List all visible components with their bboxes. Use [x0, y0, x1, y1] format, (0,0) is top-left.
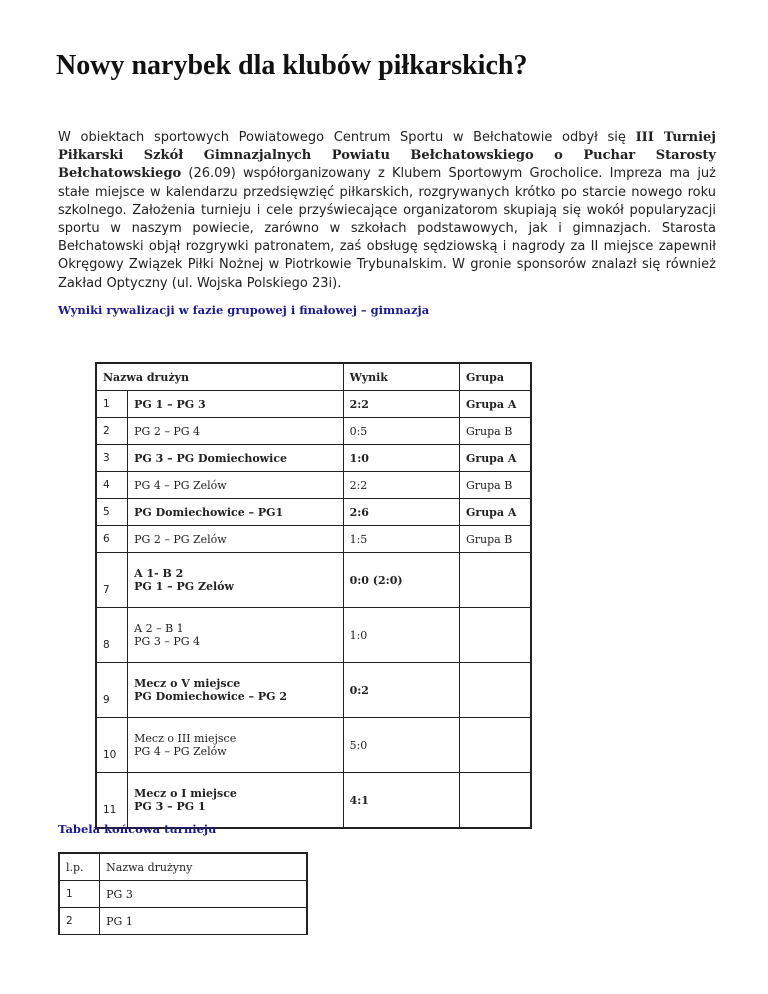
match-number: 3: [96, 445, 128, 472]
match-line-1: PG Domiechowice – PG1: [134, 505, 284, 519]
match-line-1: A 2 – B 1: [134, 622, 184, 635]
match-group: Grupa B: [460, 526, 532, 553]
match-group: Grupa A: [460, 391, 532, 418]
match-group: [460, 773, 532, 829]
match-line-1: PG 2 – PG Zelów: [134, 532, 227, 546]
match-score: 0:5: [343, 418, 459, 445]
match-line-1: PG 2 – PG 4: [134, 424, 201, 438]
table-row: [59, 908, 307, 936]
header-group: Grupa: [460, 363, 532, 391]
match-line-1: Mecz o I miejsce: [134, 787, 237, 800]
match-number: 6: [96, 526, 128, 553]
match-group: [460, 663, 532, 718]
match-score: 0:2: [343, 663, 459, 718]
match-number: 2: [96, 418, 128, 445]
results-header-row: [96, 363, 531, 391]
match-line-1: A 1- B 2: [134, 567, 184, 580]
match-group: [460, 553, 532, 608]
intro-text-part1: W obiektach sportowych Powiatowego Centrum Sportu w Bełchatowie odbył się: [58, 130, 636, 145]
intro-text-part2: (26.09) współorganizowany z Klubem Sportowym Grocholice. Impreza ma już stałe miejsce w kalendarzu przedsięwzięć piłkarskich, rozgrywanych krótko po starcie nowego roku szkolnego. Założenia turnieju i cele przyświecające organizatorom skupiają się wokół popularyzacji sportu w naszym powiecie, zarówno w szkołach podstawowych, jak i gimnazjach. Starosta Bełchatowski objął rozgrywki patronatem, zaś obsługę sędziowską i nagrody za II miejsce zapewnił Okręgowy Związek Piłki Nożnej w Piotrkowie Trybunalskim. W gronie sponsorów znalazł się również Zakład Optyczny (ul. Wojska Polskiego 23i).: [58, 166, 716, 291]
article-intro: [58, 129, 716, 293]
match-group: Grupa B: [460, 472, 532, 499]
match-group: Grupa A: [460, 499, 532, 526]
match-group: [460, 718, 532, 773]
match-teams: [128, 663, 343, 718]
table-row: [96, 553, 531, 608]
match-teams: [128, 499, 343, 526]
match-teams: [128, 718, 343, 773]
final-table-heading: Tabela końcowa turnieju: [58, 822, 217, 836]
table-row: [96, 472, 531, 499]
match-number: 8: [96, 608, 128, 663]
match-line-2: PG 1 – PG Zelów: [134, 580, 234, 593]
intro-tournament-name: III Turniej Piłkarski Szkół Gimnazjalnych Powiatu Bełchatowskiego o Puchar Starosty Bełchatowskiego: [58, 130, 716, 182]
match-score: 2:2: [343, 391, 459, 418]
header-team-name: Nazwa drużyn: [96, 363, 343, 391]
match-number: 4: [96, 472, 128, 499]
match-line-2: PG Domiechowice – PG 2: [134, 690, 288, 703]
match-number: 10: [96, 718, 128, 773]
match-score: 0:0 (2:0): [343, 553, 459, 608]
match-number: 1: [96, 391, 128, 418]
match-number: 11: [96, 773, 128, 829]
table-row: [96, 445, 531, 472]
header-lp: l.p.: [59, 853, 100, 881]
table-row: [96, 718, 531, 773]
header-team: Nazwa drużyny: [100, 853, 307, 881]
table-row: [96, 608, 531, 663]
match-teams: [128, 472, 343, 499]
match-group: Grupa B: [460, 418, 532, 445]
match-score: 1:0: [343, 445, 459, 472]
match-score: 1:0: [343, 608, 459, 663]
match-teams: [128, 418, 343, 445]
table-row: [96, 526, 531, 553]
table-row: [96, 418, 531, 445]
match-score: 2:2: [343, 472, 459, 499]
match-line-1: Mecz o III miejsce: [134, 732, 237, 745]
match-line-2: PG 3 – PG 4: [134, 635, 201, 648]
match-score: 5:0: [343, 718, 459, 773]
match-teams: [128, 391, 343, 418]
match-teams: [128, 526, 343, 553]
match-group: [460, 608, 532, 663]
match-score: 2:6: [343, 499, 459, 526]
match-line-2: PG 4 – PG Zelów: [134, 745, 227, 758]
standing-position: 1: [59, 881, 100, 908]
page-crop-edge: [0, 935, 768, 994]
match-line-1: PG 4 – PG Zelów: [134, 478, 227, 492]
match-line-1: Mecz o V miejsce: [134, 677, 241, 690]
match-number: 5: [96, 499, 128, 526]
match-number: 7: [96, 553, 128, 608]
final-standings-table: [58, 852, 308, 936]
table-row: [96, 663, 531, 718]
results-table: [95, 362, 532, 829]
match-line-1: PG 3 – PG Domiechowice: [134, 451, 288, 465]
match-teams: [128, 608, 343, 663]
table-row: [96, 773, 531, 829]
results-heading: Wyniki rywalizacji w fazie grupowej i finałowej – gimnazja: [58, 303, 430, 317]
standing-team: PG 3: [100, 881, 307, 908]
match-line-2: PG 3 – PG 1: [134, 800, 206, 813]
final-header-row: [59, 853, 307, 881]
match-score: 4:1: [343, 773, 459, 829]
match-teams: [128, 553, 343, 608]
match-teams: [128, 445, 343, 472]
table-row: [96, 499, 531, 526]
match-teams: [128, 773, 343, 829]
table-row: [96, 391, 531, 418]
standing-team: PG 1: [100, 908, 307, 936]
match-score: 1:5: [343, 526, 459, 553]
standing-position: 2: [59, 908, 100, 936]
header-score: Wynik: [343, 363, 459, 391]
match-group: Grupa A: [460, 445, 532, 472]
article-title: Nowy narybek dla klubów piłkarskich?: [56, 50, 528, 81]
table-row: [59, 881, 307, 908]
match-line-1: PG 1 – PG 3: [134, 397, 206, 411]
match-number: 9: [96, 663, 128, 718]
